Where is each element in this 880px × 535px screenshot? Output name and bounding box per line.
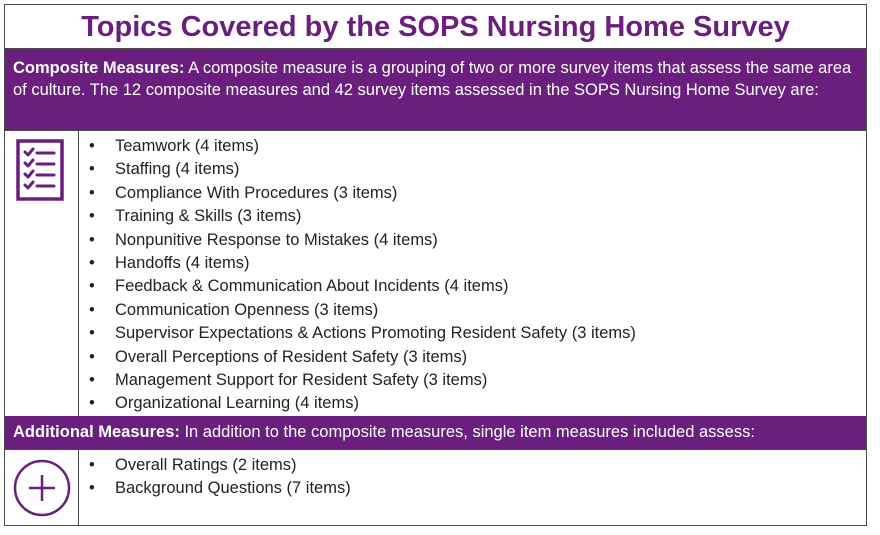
list-item: • Supervisor Expectations & Actions Promoting Resident Safety (3 items) [89, 324, 636, 343]
list-item: • Management Support for Resident Safety (3 items) [89, 370, 488, 389]
survey-topics-panel [4, 4, 867, 526]
list-item: • Communication Openness (3 items) [89, 300, 379, 319]
composite-heading: Composite Measures: [13, 59, 185, 77]
checklist-icon [16, 139, 66, 203]
composite-description: A composite measure is a grouping of two or more survey items that assess the same area of culture. The 12 composite measures and 42 survey items assessed in the SOPS Nursing Home Survey are: [13, 59, 852, 99]
additional-description: In addition to the composite measures, single item measures included assess: [179, 423, 755, 441]
additional-icon-cell [5, 450, 79, 525]
list-item: • Compliance With Procedures (3 items) [89, 183, 398, 202]
additional-measures-header [5, 416, 866, 449]
page-title: Topics Covered by the SOPS Nursing Home Survey [5, 5, 866, 49]
composite-measures-section [5, 130, 866, 416]
list-item: • Staffing (4 items) [89, 160, 240, 179]
composite-icon-cell [5, 131, 79, 416]
list-item: • Nonpunitive Response to Mistakes (4 items) [89, 230, 438, 249]
list-item: • Feedback & Communication About Incidents (4 items) [89, 277, 509, 296]
list-item: • Organizational Learning (4 items) [89, 394, 359, 413]
list-item: • Overall Ratings (2 items) [89, 456, 297, 474]
additional-heading: Additional Measures: [13, 423, 180, 441]
list-item: • Teamwork (4 items) [89, 137, 259, 155]
composite-measures-header [5, 49, 866, 130]
additional-measures-list [85, 454, 351, 501]
list-item: • Background Questions (7 items) [89, 479, 351, 498]
composite-measures-list [85, 135, 636, 416]
list-item: • Training & Skills (3 items) [89, 207, 302, 226]
list-item: • Overall Perceptions of Resident Safety (3 items) [89, 347, 468, 366]
additional-measures-section [5, 449, 866, 525]
list-item: • Handoffs (4 items) [89, 253, 250, 272]
plus-circle-icon [12, 458, 72, 518]
